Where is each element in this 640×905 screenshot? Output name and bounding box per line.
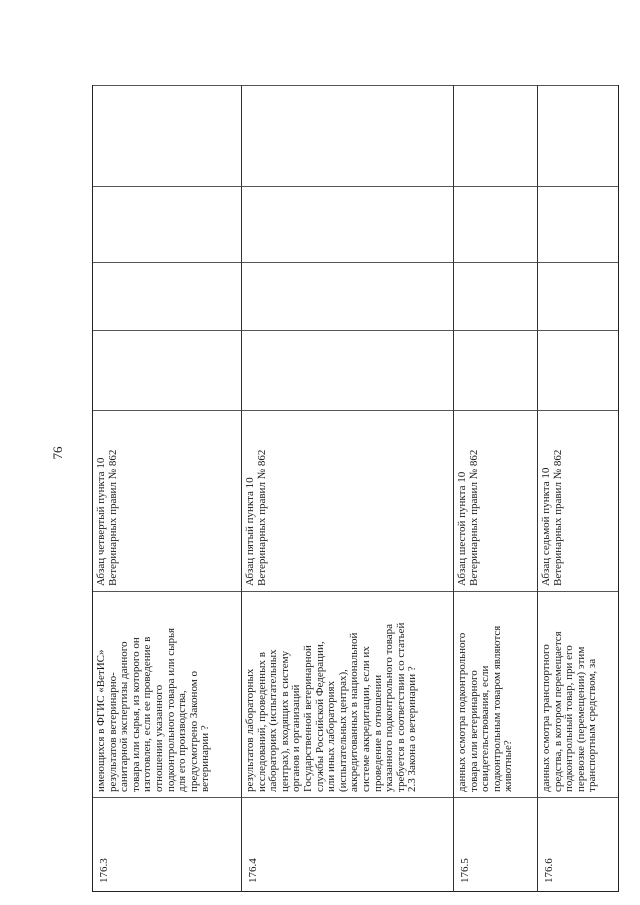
notes-cell [242, 85, 453, 186]
reference-text: Абзац седьмой пункта 10 Ветеринарных правил № 862 [540, 449, 564, 586]
notes-cell [93, 85, 241, 186]
answer-na-cell [242, 186, 453, 262]
answer-no-cell [454, 262, 537, 330]
answer-na-cell [454, 186, 537, 262]
answer-na-cell [93, 186, 241, 262]
item-number-cell [454, 797, 537, 892]
answer-yes-cell [242, 330, 453, 410]
reference-cell [93, 410, 241, 591]
question-text: данных осмотра транспортного средства, в котором перемещается подконтрольный товар, при его перевозке (перемещении) этим транспортным средством, за [540, 631, 599, 792]
table-row [242, 85, 454, 892]
reference-cell [242, 410, 453, 591]
table-row [454, 85, 538, 892]
question-cell [454, 591, 537, 797]
reference-cell [454, 410, 537, 591]
page-number: 76 [50, 446, 65, 460]
item-number: 176.4 [247, 858, 259, 883]
answer-yes-cell [93, 330, 241, 410]
answer-no-cell [242, 262, 453, 330]
item-number: 176.5 [459, 858, 471, 883]
reference-cell [538, 410, 618, 591]
question-cell [93, 591, 241, 797]
question-text: имеющихся в ФГИС «ВетИС» результатов ветеринарно- санитарной экспертизы данного товара или сырья, из которого он изготовлен, если ее проведение в отношении указанного подконтрольного товара или сырья для его производства, предусмотрено Законом о ветеринарии ? [95, 627, 212, 792]
notes-cell [454, 85, 537, 186]
table-row [92, 85, 242, 892]
item-number-cell [538, 797, 618, 892]
notes-cell [538, 85, 618, 186]
answer-yes-cell [454, 330, 537, 410]
question-cell [242, 591, 453, 797]
answer-yes-cell [538, 330, 618, 410]
reference-text: Абзац пятый пункта 10 Ветеринарных правил № 862 [244, 449, 268, 586]
checklist-table [92, 85, 619, 892]
reference-text: Абзац четвертый пункта 10 Ветеринарных правил № 862 [95, 449, 119, 586]
item-number: 176.6 [543, 858, 555, 883]
item-number-cell [242, 797, 453, 892]
item-number-cell [93, 797, 241, 892]
answer-no-cell [538, 262, 618, 330]
question-text: данных осмотра подконтрольного товара или ветеринарного освидетельствования, если подконтрольным товаром являются животные? [456, 625, 515, 792]
question-cell [538, 591, 618, 797]
item-number: 176.3 [98, 858, 110, 883]
answer-na-cell [538, 186, 618, 262]
table-row [538, 85, 619, 892]
answer-no-cell [93, 262, 241, 330]
question-text: результатов лабораторных исследований, проведенных в лабораториях (испытательных центрах), входящих в систему органов и организаций Государственной ветеринарной службы Российской Федерации, или иных лабораториях (испытательных центрах), аккредитованных в национальной системе аккредитации, если их проведение в отношении указанного подконтрольного товара требуется в соответствии со статьей 2.3 Закона о ветеринарии ? [244, 622, 419, 792]
reference-text: Абзац шестой пункта 10 Ветеринарных правил № 862 [456, 449, 480, 586]
